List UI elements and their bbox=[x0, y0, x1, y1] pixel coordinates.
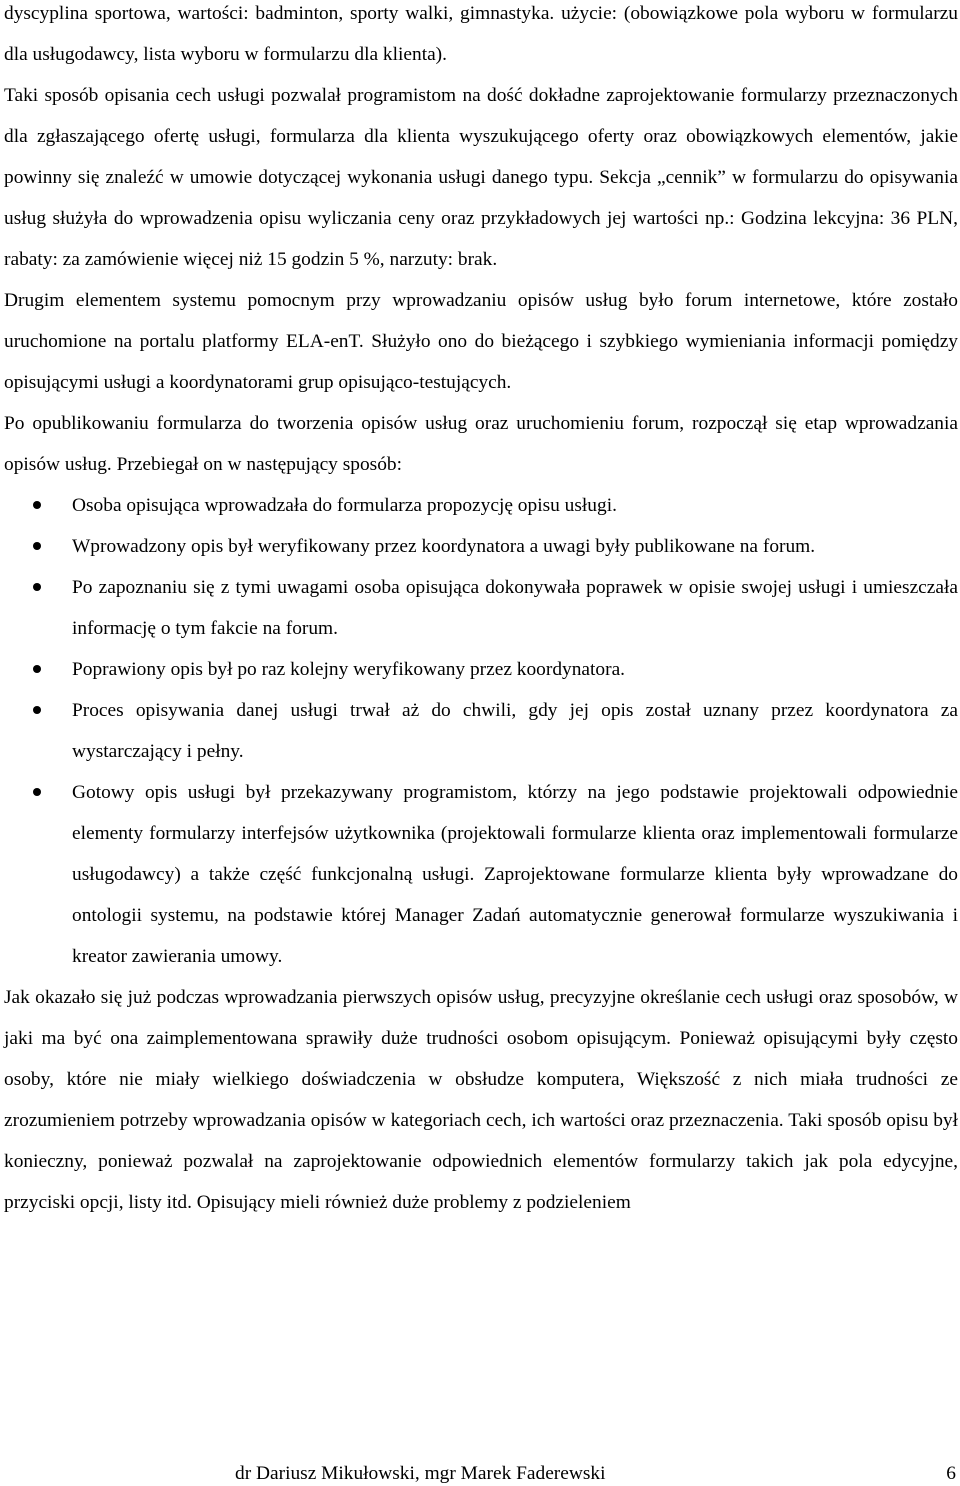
list-item bbox=[4, 690, 958, 772]
list-item-text: Wprowadzony opis był weryfikowany przez koordynatora a uwagi były publikowane na forum. bbox=[72, 536, 816, 557]
paragraph-continuation: dyscyplina sportowa, wartości: badminton, sporty walki, gimnastyka. użycie: (obowiązkowe pola wyboru w formularzu dla usługodawcy, lista wyboru w formularzu dla klienta). bbox=[4, 3, 958, 65]
paragraph-service-description: Taki sposób opisania cech usługi pozwalał programistom na dość dokładne zaprojektowanie formularzy przeznaczonych dla zgłaszającego ofertę usługi, formularza dla klienta wyszukującego oferty oraz obowiązkowych elementów, jakie powinny się znaleźć w umowie dotyczącej wykonania usługi danego typu. Sekcja „cennik” w formularzu do opisywania usług służyła do wprowadzenia opisu wyliczania ceny oraz przykładowych jej wartości np.: Godzina lekcyjna: 36 PLN, rabaty: za zamówienie więcej niż 15 godzin 5 %, narzuty: brak. bbox=[4, 85, 958, 270]
list-item-text: Osoba opisująca wprowadzała do formularza propozycję opisu usługi. bbox=[72, 495, 617, 516]
list-item-text: Proces opisywania danej usługi trwał aż do chwili, gdy jej opis został uznany przez koordynatora za wystarczający i pełny. bbox=[72, 700, 958, 762]
bullet-icon bbox=[33, 542, 41, 550]
paragraph-forum: Drugim elementem systemu pomocnym przy wprowadzaniu opisów usług było forum internetowe, które zostało uruchomione na portalu platformy ELA-enT. Służyło ono do bieżącego i szybkiego wymieniania informacji pomiędzy opisującymi usługi a koordynatorami grup opisująco-testujących. bbox=[4, 290, 958, 393]
list-item-text: Gotowy opis usługi był przekazywany programistom, którzy na jego podstawie projektowali odpowiednie elementy formularzy interfejsów użytkownika (projektowali formularze klienta oraz implementowali formularze usługodawcy) a także część funkcjonalną usługi. Zaprojektowane formularze klienta były wprowadzane do ontologii systemu, na podstawie której Manager Zadań automatycznie generował formularze wyszukiwania i kreator zawierania umowy. bbox=[72, 782, 958, 967]
document-page bbox=[4, 0, 958, 1223]
paragraph-difficulties: Jak okazało się już podczas wprowadzania pierwszych opisów usług, precyzyjne określanie cech usługi oraz sposobów, w jaki ma być ona zaimplementowana sprawiły duże trudności osobom opisującym. Ponieważ opisującymi były często osoby, które nie miały wielkiego doświadczenia w obsłudze komputera, Większość z nich miała trudności ze zrozumieniem potrzeby wprowadzania opisów w kategoriach cech, ich wartości oraz przeznaczenia. Taki sposób opisu był konieczny, ponieważ pozwalał na zaprojektowanie odpowiednich elementów formularzy takich jak pola edycyjne, przyciski opcji, listy itd. Opisujący mieli również duże problemy z podzieleniem bbox=[4, 987, 958, 1213]
page-number: 6 bbox=[946, 1463, 956, 1484]
list-item bbox=[4, 485, 958, 526]
bullet-icon bbox=[33, 665, 41, 673]
procedure-list bbox=[4, 485, 958, 977]
paragraph-procedure-intro: Po opublikowaniu formularza do tworzenia opisów usług oraz uruchomieniu forum, rozpoczął się etap wprowadzania opisów usług. Przebiegał on w następujący sposób: bbox=[4, 413, 958, 475]
list-item-text: Poprawiony opis był po raz kolejny weryfikowany przez koordynatora. bbox=[72, 659, 626, 680]
list-item bbox=[4, 649, 958, 690]
bullet-icon bbox=[33, 706, 41, 714]
footer-authors: dr Dariusz Mikułowski, mgr Marek Faderewski bbox=[235, 1463, 606, 1484]
list-item bbox=[4, 526, 958, 567]
list-item bbox=[4, 772, 958, 977]
page-footer bbox=[0, 1462, 960, 1486]
bullet-icon bbox=[33, 788, 41, 796]
list-item-text: Po zapoznaniu się z tymi uwagami osoba opisująca dokonywała poprawek w opisie swojej usługi i umieszczała informację o tym fakcie na forum. bbox=[72, 577, 958, 639]
bullet-icon bbox=[33, 583, 41, 591]
bullet-icon bbox=[33, 501, 41, 509]
list-item bbox=[4, 567, 958, 649]
